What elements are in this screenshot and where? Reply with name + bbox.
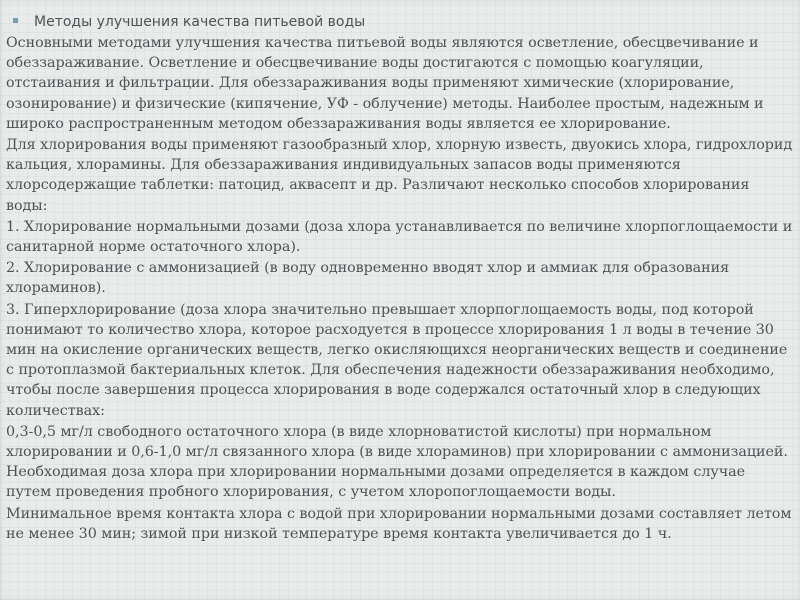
paragraph-chlorination-agents: Для хлорирования воды применяют газообразный хлор, хлорную известь, двуокись хлора, гидрохлорид кальция, хлорамины. Для обеззараживания индивидуальных запасов воды применяются хлорсодержащие таблетки: патоцид, аквасепт и др. Различают несколько способов хлорирования воды: (6, 137, 793, 214)
heading-line (6, 14, 794, 30)
paragraph-purification-methods: Основными методами улучшения качества питьевой воды являются осветление, обесцвечивание и обеззараживание. Осветление и обесцвечивание воды достигаются с помощью коагуляции, отстаивания и фильтрации. Для обеззараживания воды применяют химические (хлорирование, озонирование) и физические (кипячение, УФ - облучение) методы. Наиболее простым, надежным и широко распространенным методом обеззараживания воды является ее хлорирование. (6, 35, 764, 132)
slide-heading: Методы улучшения качества питьевой воды (34, 14, 366, 30)
paragraph-hyperchlorination: 3. Гиперхлорирование (доза хлора значительно превышает хлорпоглощаемость воды, под которой понимают то количество хлора, которое расходуется в процессе хлорирования 1 л воды в течение 30 мин на окисление органических веществ, легко окисляющихся неорганических веществ и соединение с протоплазмой бактериальных клеток. Для обеспечения надежности обеззараживания необходимо, чтобы после завершения процесса хлорирования в воде содержался остаточный хлор в следующих количествах: (6, 301, 788, 419)
paragraph-residual-chlorine: 0,3-0,5 мг/л свободного остаточного хлора (в виде хлорноватистой кислоты) при нормальном хлорировании и 0,6-1,0 мг/л связанного хлора (в виде хлораминов) при хлорировании с аммонизацией. Необходимая доза хлора при хлорировании нормальными дозами определяется в каждом случае путем проведения пробного хлорирования, с учетом хлоропоглощаемости воды. (6, 423, 788, 501)
paragraph-ammonization: 2. Хлорирование с аммонизацией (в воду одновременно вводят хлор и аммиак для образования хлораминов). (6, 260, 730, 297)
square-bullet-icon (13, 18, 18, 23)
paragraph-normal-doses: 1. Хлорирование нормальными дозами (доза хлора устанавливается по величине хлорпоглощаемости и санитарной норме остаточного хлора). (6, 218, 793, 256)
slide-content (6, 14, 794, 545)
paragraph-contact-time: Минимальное время контакта хлора с водой при хлорировании нормальными дозами составляет летом не менее 30 мин; зимой при низкой температуре время контакта увеличивается до 1 ч. (6, 505, 792, 542)
